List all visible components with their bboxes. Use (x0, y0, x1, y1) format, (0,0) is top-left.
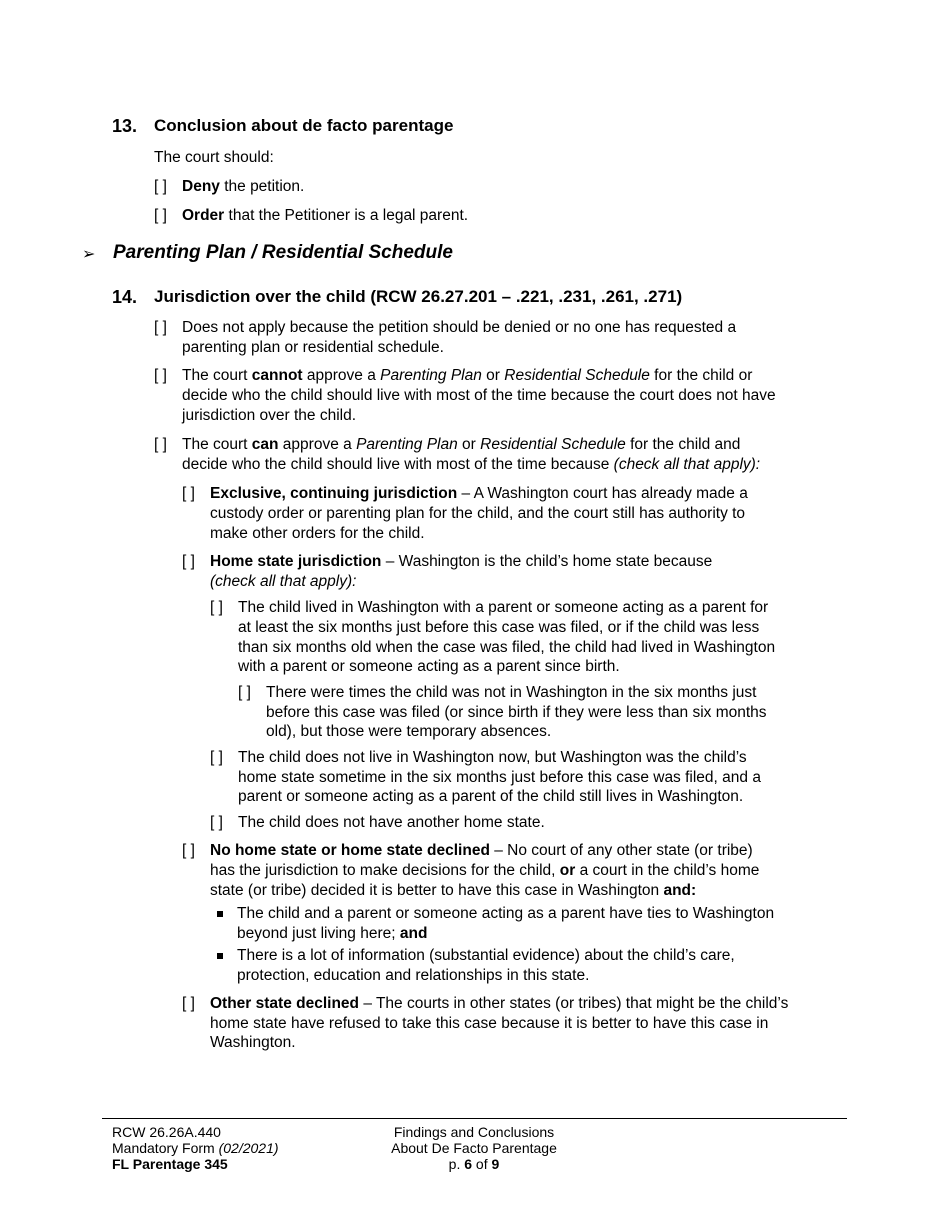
bullet2-line2: protection, education and relationships in this state. (237, 967, 590, 984)
court-can-checkbox[interactable]: [ ] (154, 436, 167, 453)
text: approve a (302, 367, 381, 384)
text: has the jurisdiction to make decisions for the child, (210, 862, 560, 879)
section-14-number: 14. (112, 287, 138, 307)
footer-middle (374, 1124, 574, 1172)
footer-rcw: RCW 26.26A.440 (112, 1124, 221, 1140)
no-home-line3 (210, 881, 696, 901)
lived-line1: The child lived in Washington with a parent or someone acting as a parent for (238, 599, 769, 616)
text: The court (182, 367, 252, 384)
or-bold: or (559, 862, 576, 879)
court-cannot-line1 (182, 366, 752, 386)
lived-line4: with a parent or someone acting as a parent since birth. (238, 658, 620, 675)
order-checkbox[interactable]: [ ] (154, 207, 167, 224)
temporary-absences-checkbox[interactable]: [ ] (238, 684, 251, 701)
order-text: that the Petitioner is a legal parent. (224, 207, 469, 224)
footer-left (112, 1124, 279, 1172)
court-cannot-checkbox[interactable]: [ ] (154, 367, 167, 384)
text: beyond just living here; (237, 925, 400, 942)
court-cannot-line3: jurisdiction over the child. (182, 407, 357, 424)
arrow-bullet-icon: ➢ (82, 246, 96, 263)
no-home-bold: No home state or home state declined (210, 842, 490, 859)
text: – No court of any other state (or tribe) (489, 842, 753, 859)
bullet1-line1: The child and a parent or someone acting as a parent have ties to Washington (237, 905, 775, 922)
part-heading: Parenting Plan / Residential Schedule (113, 242, 453, 263)
not-live-line3: parent or someone acting as a parent of the child still lives in Washington. (238, 788, 744, 805)
section-14-title: Jurisdiction over the child (RCW 26.27.201 – .221, .231, .261, .271) (154, 287, 683, 306)
total-pages: 9 (491, 1156, 500, 1172)
footer-title-line2: About De Facto Parentage (391, 1140, 557, 1156)
text: – The courts in other states (or tribes) that might be the child’s (359, 995, 789, 1012)
current-page: 6 (464, 1156, 473, 1172)
section-13-title: Conclusion about de facto parentage (154, 116, 454, 135)
footer-form-id: FL Parentage 345 (112, 1156, 228, 1172)
lived-in-washington-checkbox[interactable]: [ ] (210, 599, 223, 616)
deny-checkbox[interactable]: [ ] (154, 178, 167, 195)
text: decide who the child should live with most of the time because (182, 456, 614, 473)
check-all-italic: (check all that apply): (210, 573, 357, 590)
check-all-italic: (check all that apply): (613, 456, 761, 473)
footer-mandatory-form (112, 1140, 279, 1156)
square-bullet-icon (217, 953, 223, 959)
no-home-line1 (210, 841, 753, 861)
text: a court in the child’s home (575, 862, 760, 879)
home-state-checkbox[interactable]: [ ] (182, 553, 195, 570)
no-other-home-state-checkbox[interactable]: [ ] (210, 814, 223, 831)
text: – Washington is the child’s home state because (381, 553, 713, 570)
square-bullet-icon (217, 911, 223, 917)
text: of (472, 1156, 492, 1172)
text: Mandatory Form (112, 1140, 219, 1156)
deny-text: the petition. (219, 178, 305, 195)
lived-line2: at least the six months just before this case was filed, or if the child was less (238, 619, 760, 636)
does-not-apply-line1: Does not apply because the petition should be denied or no one has requested a (182, 319, 737, 336)
parenting-plan-italic: Parenting Plan (380, 367, 482, 384)
text: or (481, 367, 505, 384)
and-bold: and (399, 925, 428, 942)
other-state-declined-checkbox[interactable]: [ ] (182, 995, 195, 1012)
does-not-apply-checkbox[interactable]: [ ] (154, 319, 167, 336)
cannot-bold: cannot (251, 367, 303, 384)
home-state-bold: Home state jurisdiction (210, 553, 382, 570)
home-state-line2 (210, 572, 356, 592)
footer-divider (102, 1118, 847, 1119)
absences-line3: old), but those were temporary absences. (266, 723, 552, 740)
court-can-line1 (182, 435, 740, 455)
residential-schedule-italic: Residential Schedule (504, 367, 650, 384)
text: approve a (278, 436, 357, 453)
footer-title-line1: Findings and Conclusions (393, 1124, 555, 1140)
and-bold: and: (663, 882, 697, 899)
no-home-state-checkbox[interactable]: [ ] (182, 842, 195, 859)
exclusive-jurisdiction-checkbox[interactable]: [ ] (182, 485, 195, 502)
deny-bold: Deny (182, 178, 220, 195)
exclusive-line1 (210, 484, 748, 504)
court-can-line2 (182, 455, 760, 475)
text: or (457, 436, 481, 453)
exclusive-bold: Exclusive, continuing jurisdiction (210, 485, 458, 502)
bullet1-line2 (237, 924, 427, 944)
home-state-line1 (210, 552, 712, 572)
not-live-line1: The child does not live in Washington now, but Washington was the child’s (238, 749, 747, 766)
text: for the child or (649, 367, 753, 384)
exclusive-line2: custody order or parenting plan for the child, and the court still has authority to (210, 505, 746, 522)
court-cannot-line2: decide who the child should live with most of the time because the court does not have (182, 387, 776, 404)
other-line2: home state have refused to take this case because it is better to have this case in (210, 1015, 769, 1032)
does-not-apply-line2: parenting plan or residential schedule. (182, 339, 444, 356)
other-line3: Washington. (210, 1034, 296, 1051)
not-live-line2: home state sometime in the six months just before this case was filed, and a (238, 769, 761, 786)
order-bold: Order (182, 207, 225, 224)
no-other-home-line1: The child does not have another home state. (238, 814, 545, 831)
parenting-plan-italic: Parenting Plan (356, 436, 458, 453)
deny-option-label (182, 177, 304, 197)
absences-line2: before this case was filed (or since birth if they were less than six months (266, 704, 767, 721)
no-home-line2 (210, 861, 759, 881)
text: for the child and (625, 436, 741, 453)
order-option-label (182, 206, 468, 226)
exclusive-line3: make other orders for the child. (210, 525, 425, 542)
other-state-bold: Other state declined (210, 995, 360, 1012)
text: – A Washington court has already made a (457, 485, 748, 502)
text: state (or tribe) decided it is better to have this case in Washington (210, 882, 664, 899)
form-date-italic: (02/2021) (218, 1140, 279, 1156)
section-13-intro: The court should: (154, 149, 274, 166)
lived-line3: than six months old when the case was filed, the child had lived in Washington (238, 639, 776, 656)
bullet2-line1: There is a lot of information (substantial evidence) about the child’s care, (237, 947, 735, 964)
other-line1 (210, 994, 788, 1014)
not-live-now-checkbox[interactable]: [ ] (210, 749, 223, 766)
section-13-number: 13. (112, 116, 138, 136)
text: The court (182, 436, 252, 453)
text: p. (448, 1156, 465, 1172)
absences-line1: There were times the child was not in Washington in the six months just (266, 684, 757, 701)
can-bold: can (251, 436, 279, 453)
footer-page-number (374, 1156, 574, 1172)
residential-schedule-italic: Residential Schedule (480, 436, 626, 453)
